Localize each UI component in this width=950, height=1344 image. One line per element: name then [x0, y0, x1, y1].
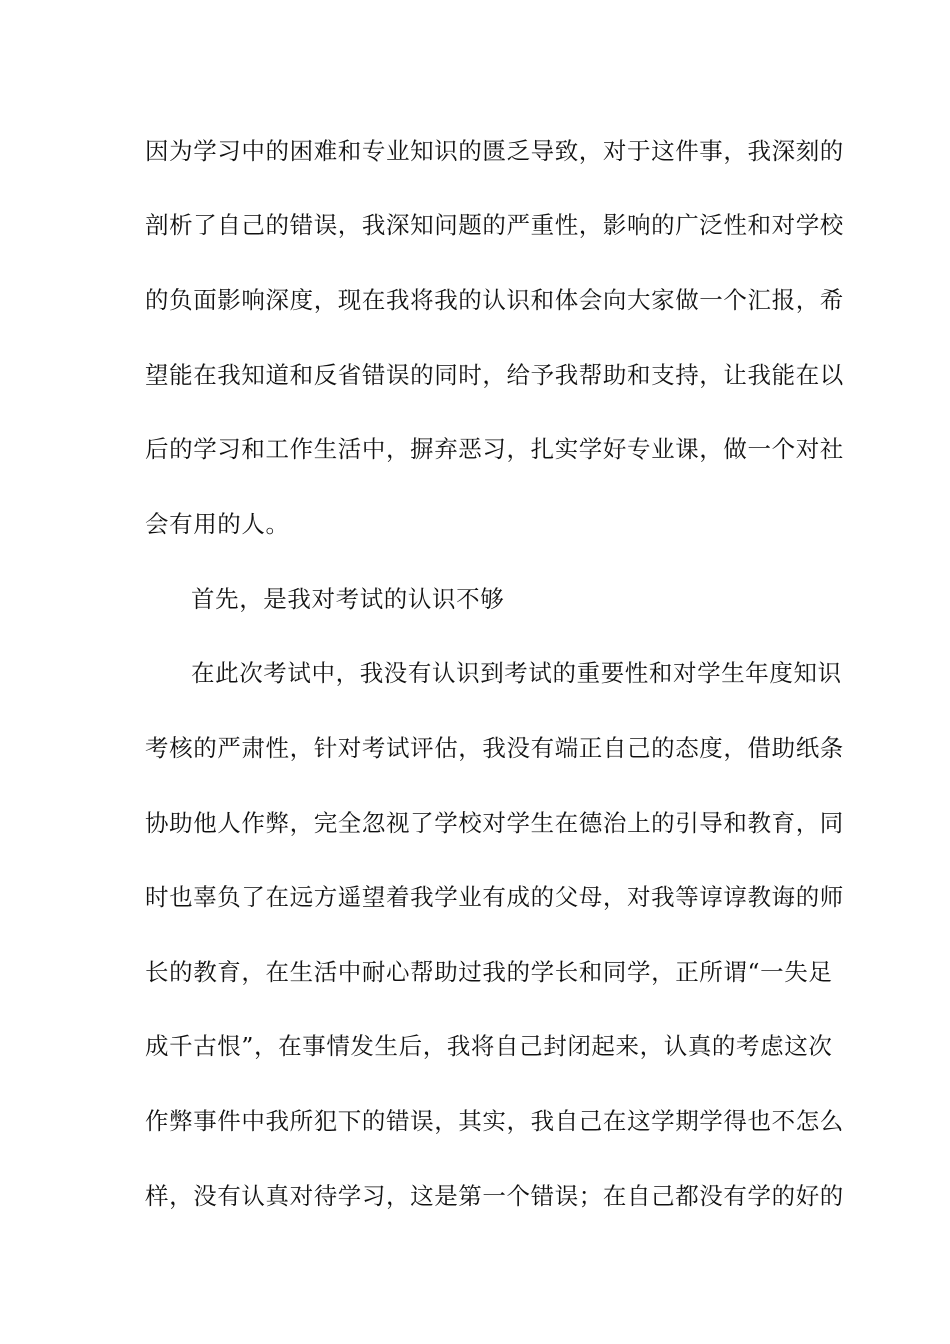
text-line: 长的教育，在生活中耐心帮助过我的学长和同学，正所谓“一失足 — [145, 958, 833, 986]
text-line: 成千古恨”，在事情发生后，我将自己封闭起来，认真的考虑这次 — [145, 1032, 833, 1060]
text-line: 会有用的人。 — [145, 510, 290, 538]
text-line: 剖析了自己的错误，我深知问题的严重性，影响的广泛性和对学校 — [145, 211, 844, 239]
text-line: 作弊事件中我所犯下的错误，其实，我自己在这学期学得也不怎么 — [145, 1107, 844, 1135]
text-line: 样，没有认真对待学习，这是第一个错误；在自己都没有学的好的 — [145, 1182, 844, 1210]
text-line: 的负面影响深度，现在我将我的认识和体会向大家做一个汇报，希 — [145, 286, 844, 314]
text-line: 望能在我知道和反省错误的同时，给予我帮助和支持，让我能在以 — [145, 361, 844, 389]
text-line: 后的学习和工作生活中，摒弃恶习，扎实学好专业课，做一个对社 — [145, 435, 844, 463]
text-line: 因为学习中的困难和专业知识的匮乏导致，对于这件事，我深刻的 — [145, 137, 844, 165]
text-line: 考核的严肃性，针对考试评估，我没有端正自己的态度，借助纸条 — [145, 734, 844, 762]
text-line: 在此次考试中，我没有认识到考试的重要性和对学生年度知识 — [191, 659, 842, 687]
text-line: 协助他人作弊，完全忽视了学校对学生在德治上的引导和教育，同 — [145, 809, 844, 837]
text-line: 时也辜负了在远方遥望着我学业有成的父母，对我等谆谆教诲的师 — [145, 883, 844, 911]
section-heading: 首先，是我对考试的认识不够 — [191, 585, 505, 613]
